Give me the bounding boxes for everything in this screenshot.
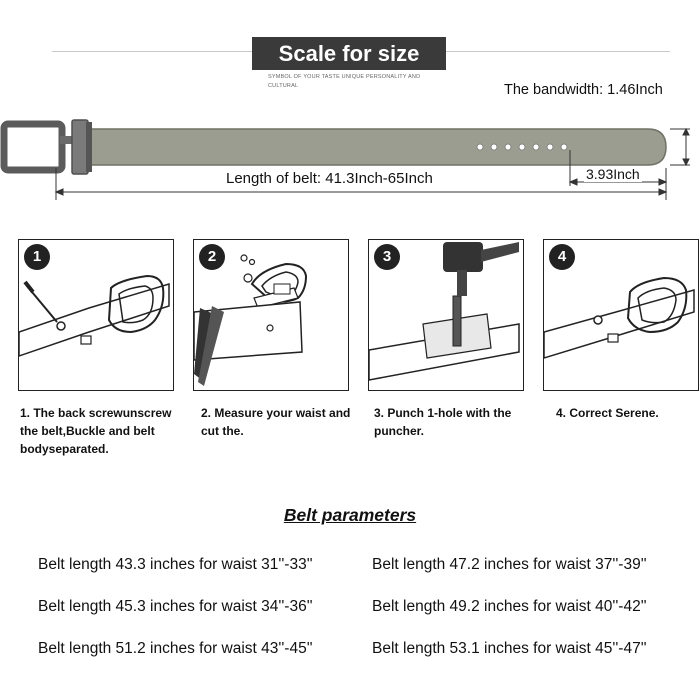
- step-3-caption: 3. Punch 1-hole with the puncher.: [374, 406, 512, 438]
- step-2-number: 2: [199, 244, 225, 270]
- bandwidth-dimension: [670, 129, 690, 165]
- buckle-icon: [4, 120, 92, 174]
- step-3-number: 3: [374, 244, 400, 270]
- step-1-number: 1: [24, 244, 50, 270]
- parameters-title: Belt parameters: [283, 505, 417, 525]
- step-2-caption: 2. Measure your waist and cut the.: [201, 406, 351, 438]
- step-4-caption: 4. Correct Serene.: [556, 406, 659, 420]
- parameter-row: Belt length 51.2 inches for waist 43''-45'': [38, 640, 313, 657]
- parameter-row: Belt length 49.2 inches for waist 40''-42'': [372, 598, 647, 615]
- page-subtitle: SYMBOL OF YOUR TASTE UNIQUE PERSONALITY AND CULTURAL: [268, 74, 421, 89]
- step-1-caption: 1. The back screwunscrew the belt,Buckle and belt bodyseparated.: [20, 406, 172, 456]
- step-4-number: 4: [549, 244, 575, 270]
- belt-length-label: Length of belt: 41.3Inch-65Inch: [222, 170, 437, 187]
- belt-diagram: [0, 100, 700, 210]
- step-1-panel: [18, 239, 174, 391]
- parameter-row: Belt length 53.1 inches for waist 45''-47'': [372, 640, 647, 657]
- parameter-row: Belt length 47.2 inches for waist 37''-39'': [372, 556, 647, 573]
- step-2-panel: [193, 239, 349, 391]
- parameter-row: Belt length 43.3 inches for waist 31''-33'': [38, 556, 313, 573]
- page-title: Scale for size: [252, 37, 446, 70]
- step-3-panel: [368, 239, 524, 391]
- bandwidth-label: The bandwidth: 1.46Inch: [504, 82, 663, 98]
- parameter-row: Belt length 45.3 inches for waist 34''-36'': [38, 598, 313, 615]
- step-4-panel: [543, 239, 699, 391]
- tail-length-label: 3.93Inch: [586, 166, 640, 182]
- belt-strap: [82, 129, 666, 165]
